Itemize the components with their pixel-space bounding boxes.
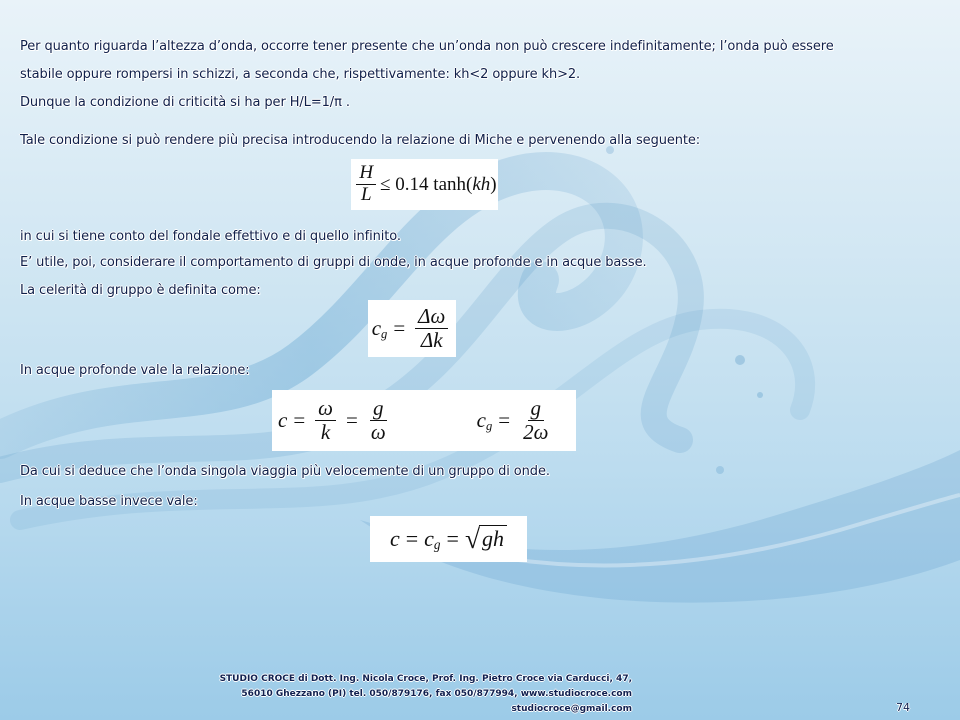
paragraph-miche-intro: Tale condizione si può rendere più precisa introducendo la relazione di Miche e pervenendo alla seguente: [20,133,701,148]
paragraph-deduzione: Da cui si deduce che l’onda singola viaggia più velocemente di un gruppo di onde. [20,464,550,479]
footer-line-2: 56010 Ghezzano (PI) tel. 050/879176, fax 050/877994, www.studiocroce.com [241,689,632,699]
paragraph-wave-height-line2: stabile oppure rompersi in schizzi, a seconda che, rispettivamente: kh<2 oppure kh>2. [20,67,581,82]
formula-miche: $\frac{H}{L}$ ≤ 0.14 tanh( kh ) [351,159,498,210]
footer-line-1: STUDIO CROCE di Dott. Ing. Nicola Croce, Prof. Ing. Pietro Croce via Carducci, 47, [219,674,632,684]
paragraph-fondale: in cui si tiene conto del fondale effettivo e di quello infinito. [20,229,401,244]
paragraph-celerita-gruppo: La celerità di gruppo è definita come: [20,283,261,298]
paragraph-acque-basse: In acque basse invece vale: [20,494,198,509]
footer-credits [120,672,632,717]
formula-shallow-water: c = c g = √ gh [370,516,527,562]
fraction-h-over-l: $\frac{H}{L}$ [356,163,376,206]
paragraph-criticality: Dunque la condizione di criticità si ha per H/L=1/π . [20,95,350,110]
paragraph-wave-height-line1: Per quanto riguarda l’altezza d’onda, occorre tener presente che un’onda non può crescere indefinitamente; l’onda può essere [20,39,834,54]
square-root: √ gh [465,525,507,553]
formula-deep-water: c = $\frac{\omega}{k}$ = $\frac{g}{\omega}$ c g = $\frac{g}{2\omega}$ [272,390,576,451]
paragraph-gruppi-onde: E’ utile, poi, considerare il comportamento di gruppi di onde, in acque profonde e in acque basse. [20,255,647,270]
page-number: 74 [896,701,910,714]
formula-group-velocity: c g = $\frac{\Delta\omega}{\Delta k}$ [368,300,456,357]
paragraph-acque-profonde: In acque profonde vale la relazione: [20,363,250,378]
footer-line-3: studiocroce@gmail.com [511,704,632,714]
